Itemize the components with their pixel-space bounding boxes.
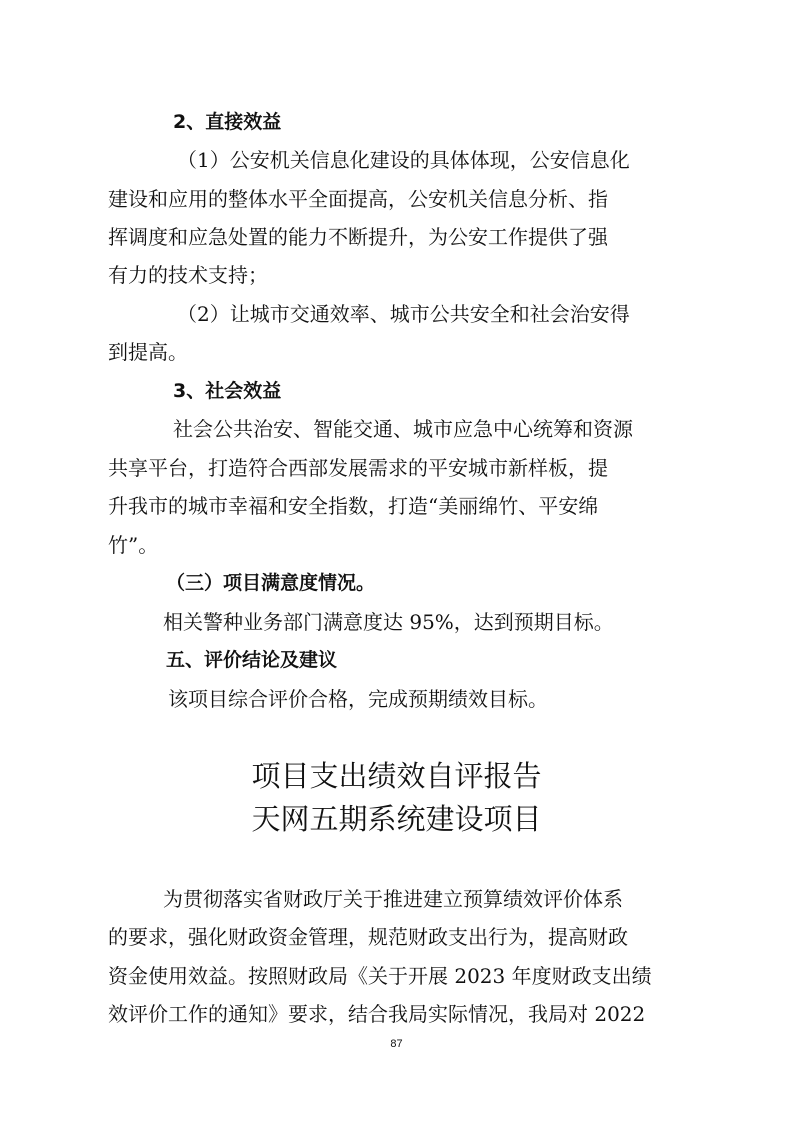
direct-benefit-item2-line2: 到提高。 (108, 340, 188, 364)
report-title-line1: 项目支出绩效自评报告 (251, 759, 542, 793)
direct-benefit-item1-line4: 有力的技术支持； (108, 263, 268, 287)
social-benefit-line3: 升我市的城市幸福和安全指数，打造“美丽绵竹、平安绵 (108, 494, 599, 518)
intro-line1: 为贯彻落实省财政厅关于推进建立预算绩效评价体系 (163, 887, 623, 911)
direct-benefit-heading: 2、直接效益 (173, 111, 282, 133)
social-benefit-line2: 共享平台，打造符合西部发展需求的平安城市新样板，提 (108, 456, 608, 480)
social-benefit-line1: 社会公共治安、智能交通、城市应急中心统筹和资源 (173, 417, 633, 441)
social-benefit-line4: 竹”。 (108, 533, 159, 557)
page-number: 87 (390, 1038, 403, 1050)
report-title-line2: 天网五期系统建设项目 (251, 802, 542, 836)
direct-benefit-item2-line1: （2）让城市交通效率、城市公共安全和社会治安得 (177, 302, 630, 326)
conclusion-text: 该项目综合评价合格，完成预期绩效目标。 (168, 687, 548, 711)
social-benefit-heading: 3、社会效益 (173, 380, 282, 402)
satisfaction-text: 相关警种业务部门满意度达 95%，达到预期目标。 (163, 610, 614, 634)
direct-benefit-item1-line1: （1）公安机关信息化建设的具体体现，公安信息化 (177, 148, 630, 172)
satisfaction-heading: （三）项目满意度情况。 (166, 572, 376, 594)
direct-benefit-item1-line2: 建设和应用的整体水平全面提高，公安机关信息分析、指 (108, 187, 608, 211)
intro-line4: 效评价工作的通知》要求，结合我局实际情况，我局对 2022 (108, 1002, 646, 1026)
intro-line2: 的要求，强化财政资金管理，规范财政支出行为，提高财政 (108, 925, 628, 949)
intro-line3: 资金使用效益。按照财政局《关于开展 2023 年度财政支出绩 (108, 964, 652, 988)
direct-benefit-item1-line3: 挥调度和应急处置的能力不断提升，为公安工作提供了强 (108, 225, 608, 249)
conclusion-heading: 五、评价结论及建议 (166, 649, 338, 671)
